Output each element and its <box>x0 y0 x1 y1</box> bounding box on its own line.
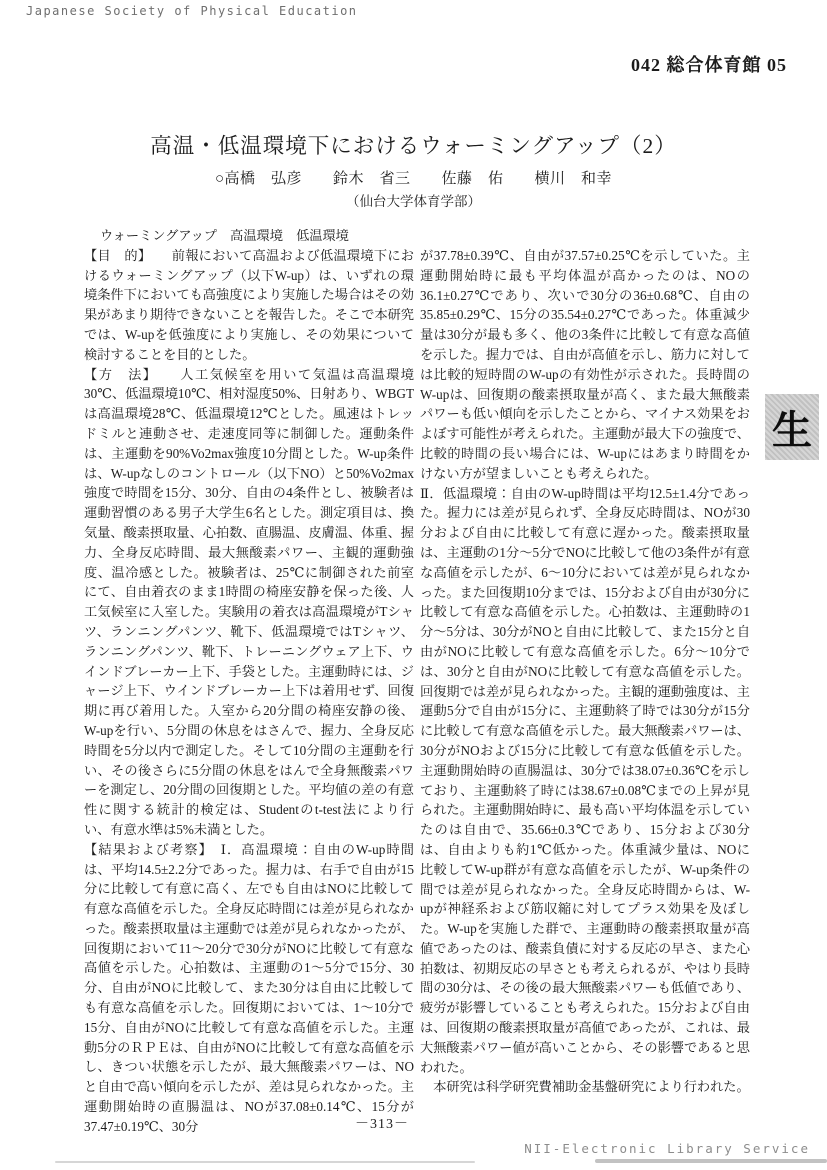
results-hot-continued-paragraph: が37.78±0.39℃、自由が37.57±0.25℃を示していた。主運動開始時に最も平均体温が高かったのは、NOの36.1±0.27℃であり、次いで30分の36±0.68℃、自由の35.85±0.29℃、15分の35.54±0.27℃であった。体重減少量は30分が最も多く、他の3条件に比較して有意な高値を示した。握力では、自由が高値を示し、筋力に対しては比較的短時間のW-upの有効性が示された。長時間のW-upは、回復期の酸素摂取量が高く、また最大無酸素パワーも低い傾向を示したことから、マイナス効果をおよぼす可能性が考えられた。主運動が最大下の強度で、比較的時間の長い場合には、W-upにはあまり時間をかけない方が望ましいことも考えられた。 <box>420 248 750 481</box>
paper-title: 高温・低温環境下におけるウォーミングアップ（2） <box>150 134 677 158</box>
keywords-line: ウォーミングアップ 高温環境 低温環境 <box>100 228 349 243</box>
scan-artifact-right <box>595 1159 827 1163</box>
results-cold-paragraph: Ⅱ．低温環境：自由のW-up時間は平均12.5±1.4分であった。握力には差が見られず、全身反応時間は、NOが30分および自由に比較して有意に遅かった。酸素摂取量は、主運動の1分～5分でNOに比較して他の3条件が有意な高値を示したが、6～10分においては差が見られなかった。また回復期10分までは、15分および自由が30分に比較して有意な高値を示した。心拍数は、主運動時の1分～5分は、30分がNOと自由に比較して、また15分と自由がNOに比較して有意な高値を示した。6分～10分では、30分と自由がNOに比較して有意な高値を示した。回復期では差が見られなかった。主観的運動強度は、主運動5分で自由が15分に、主運動終了時では30分が15分に比較して有意な高値を示した。最大無酸素パワーは、30分がNOおよび15分に比較して有意な低値を示した。主運動開始時の直腸温は、30分では38.07±0.36℃を示しており、主運動終了時には38.67±0.08℃までの上昇が見られた。主運動開始時に、最も高い平均体温を示していたのは自由で、35.66±0.3℃であり、15分および30分は、自由よりも約1℃低かった。体重減少量は、NOに比較してW-up群が有意な高値を示したが、W-up条件の間では差が見られなかった。全身反応時間からは、W-upが神経系および筋収縮に対してプラス効果を及ぼした。W-upを実施した群で、主運動時の酸素摂取量が高値であったのは、酸素負債に対する反応の早さ、また心拍数は、初期反応の早さとも考えられるが、やはり長時間の30分は、その後の最大無酸素パワーも低値であり、疲労が影響していることも考えられた。15分および自由は、回復期の酸素摂取量が高値であったが、これは、最大無酸素パワー値が高いことから、その影響であると思われた。 <box>420 485 750 1075</box>
acknowledgment-paragraph: 本研究は科学研究費補助金基盤研究により行われた。 <box>420 1079 750 1095</box>
scan-credit-text: Japanese Society of Physical Education <box>26 4 358 18</box>
document-code: 042 総合体育館 05 <box>631 55 787 75</box>
left-column <box>84 226 414 1137</box>
library-service-credit: NII-Electronic Library Service <box>524 1141 810 1156</box>
right-column <box>420 246 750 1097</box>
index-tab <box>765 394 819 460</box>
methods-paragraph: 【方 法】 人工気候室を用いて気温は高温環境30℃、低温環境10℃、相対湿度50%、日射あり、WBGTは高温環境28℃、低温環境12℃とした。風速はトレッドミルと連動させ、走速度同等に制御した。運動条件は、主運動を90%Vo2max強度10分間とした。W-up条件は、W-upなしのコントロール（以下NO）と50%Vo2max強度で時間を15分、30分、自由の4条件とし、被験者は運動習慣のある男子大学生6名とした。測定項目は、換気量、酸素摂取量、心拍数、直腸温、皮膚温、体重、握力、全身反応時間、最大無酸素パワー、主観的運動強度、温冷感とした。被験者は、25℃に制御された前室にて、自由着衣のまま1時間の椅座安静を保った後、人工気候室に入室した。実験用の着衣は高温環境がTシャツ、ランニングパンツ、靴下、低温環境ではTシャツ、ランニングパンツ、靴下、トレーニングウェア上下、ウインドブレーカー上下、手袋とした。主運動時には、ジャージ上下、ウインドブレーカー上下は着用せず、回復期に再び着用した。入室から20分間の椅座安静の後、W-upを行い、5分間の休息をはさんで、握力、全身反応時間を5分以内で測定した。そして10分間の主運動を行い、その後さらに5分間の休息をはんで全身無酸素パワーを測定し、20分間の回復期とした。平均値の差の有意性に関する統計的検定は、Studentのt-test法により行い、有意水準は5%未満とした。 <box>84 366 414 837</box>
purpose-paragraph: 【目 的】 前報において高温および低温環境下におけるウォーミングアップ（以下W-up）は、いずれの環境条件下においても高強度により実施した場合はその効果があまり期待できないことを報告した。そこで本研究では、W-upを低強度により実施し、その効果について検討することを目的とした。 <box>84 247 414 362</box>
authors-line: ○高橋 弘彦 鈴木 省三 佐藤 佑 横川 和幸 <box>214 171 613 187</box>
affiliation-line: （仙台大学体育学部） <box>346 194 481 209</box>
page-number: －313－ <box>355 1117 409 1132</box>
scan-artifact-left <box>55 1161 475 1163</box>
index-tab-label: 生 <box>772 407 812 453</box>
results-hot-paragraph: 【結果および考察】 Ⅰ．高温環境：自由のW-up時間は、平均14.5±2.2分であった。握力は、右手で自由が15分に比較して有意に高く、左でも自由はNOに比較して有意な高値を示した。全身反応時間には差が見られなかった。酸素摂取量は主運動では差が見られなかったが、回復期において11～20分で30分がNOに比較して有意な高値を示した。心拍数は、主運動の1～5分で15分、30分、自由がNOに比較して、また30分は自由に比較しても有意な高値を示した。回復期においては、1～10分で15分、自由がNOに比較して有意な高値を示した。主運動5分のＲＰＥは、自由がNOに比較して有意な高値を示し、きつい状態を示したが、最大無酸素パワーは、NOと自由で高い傾向を示したが、差は見られなかった。主運動開始時の直腸温は、NOが37.08±0.14℃、15分が37.47±0.19℃、30分 <box>84 841 414 1134</box>
